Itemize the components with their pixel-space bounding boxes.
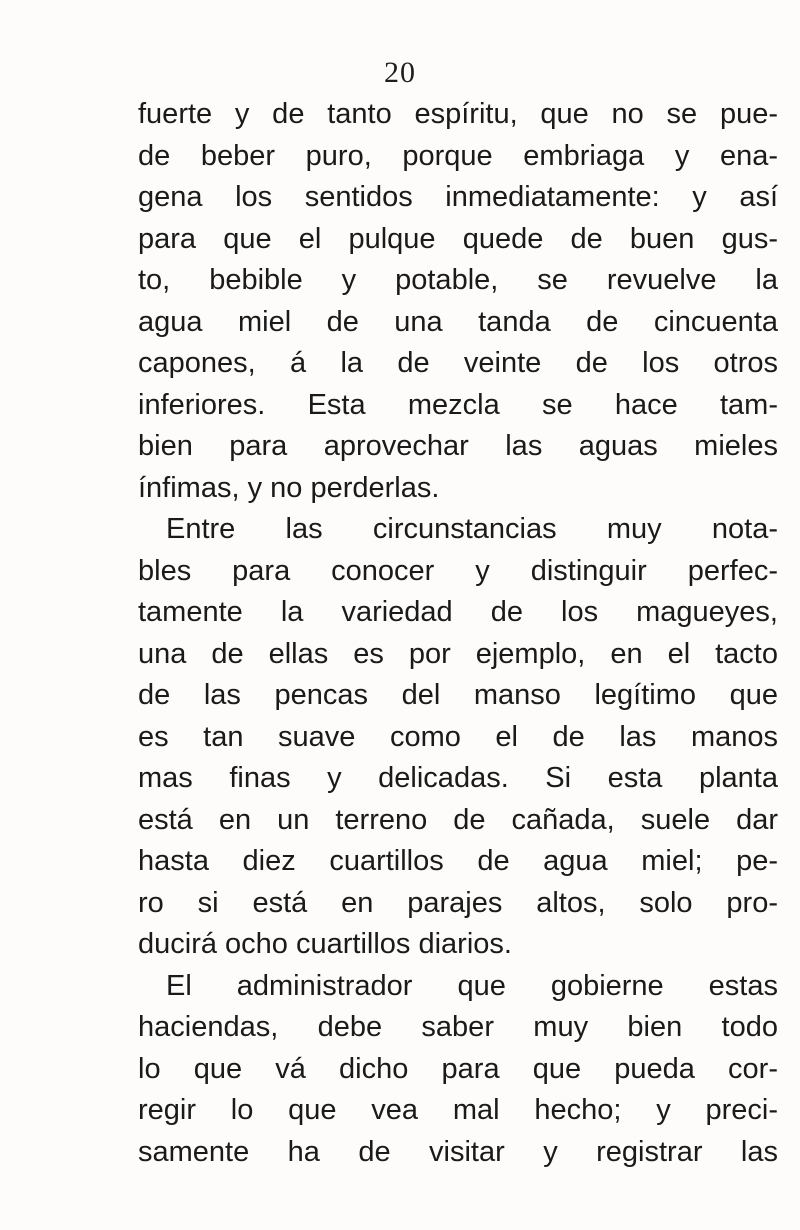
text-line: bien para aprovechar las aguas mieles xyxy=(138,430,778,462)
text-line: tamente la variedad de los magueyes, xyxy=(138,596,778,628)
text-line: capones, á la de veinte de los otros xyxy=(138,347,778,379)
text-line: inferiores. Esta mezcla se hace tam- xyxy=(138,388,778,421)
text-line: to, bebible y potable, se revuelve la xyxy=(138,264,778,296)
text-line: mas finas y delicadas. Si esta planta xyxy=(138,762,778,794)
text-line: una de ellas es por ejemplo, en el tacto xyxy=(138,637,778,670)
text-line: ro si está en parajes altos, solo pro- xyxy=(138,886,778,919)
text-line: de las pencas del manso legítimo que xyxy=(138,679,778,711)
text-line: regir lo que vea mal hecho; y preci- xyxy=(138,1094,778,1126)
text-line: es tan suave como el de las manos xyxy=(138,720,778,753)
text-line: samente ha de visitar y registrar las xyxy=(138,1135,778,1168)
text-line: para que el pulque quede de buen gus- xyxy=(138,222,778,255)
text-line: fuerte y de tanto espíritu, que no se pue- xyxy=(138,98,778,130)
text-line: de beber puro, porque embriaga y ena- xyxy=(138,139,778,172)
text-line: haciendas, debe saber muy bien todo xyxy=(138,1011,778,1043)
paragraph-start-line: Entre las circunstancias muy nota- xyxy=(166,513,778,545)
text-line: gena los sentidos inmediatamente: y así xyxy=(138,181,778,213)
text-line: lo que vá dicho para que pueda cor- xyxy=(138,1052,778,1085)
page-number: 20 xyxy=(384,56,416,89)
text-line: bles para conocer y distinguir perfec- xyxy=(138,554,778,587)
text-line: agua miel de una tanda de cincuenta xyxy=(138,305,778,338)
body-text xyxy=(138,94,778,1173)
text-line: hasta diez cuartillos de agua miel; pe- xyxy=(138,845,778,877)
paragraph-start-line: El administrador que gobierne estas xyxy=(166,969,778,1002)
text-line: está en un terreno de cañada, suele dar xyxy=(138,803,778,836)
paragraph-end-line: ínfimas, y no perderlas. xyxy=(138,471,440,504)
paragraph-end-line: ducirá ocho cuartillos diarios. xyxy=(138,928,512,960)
